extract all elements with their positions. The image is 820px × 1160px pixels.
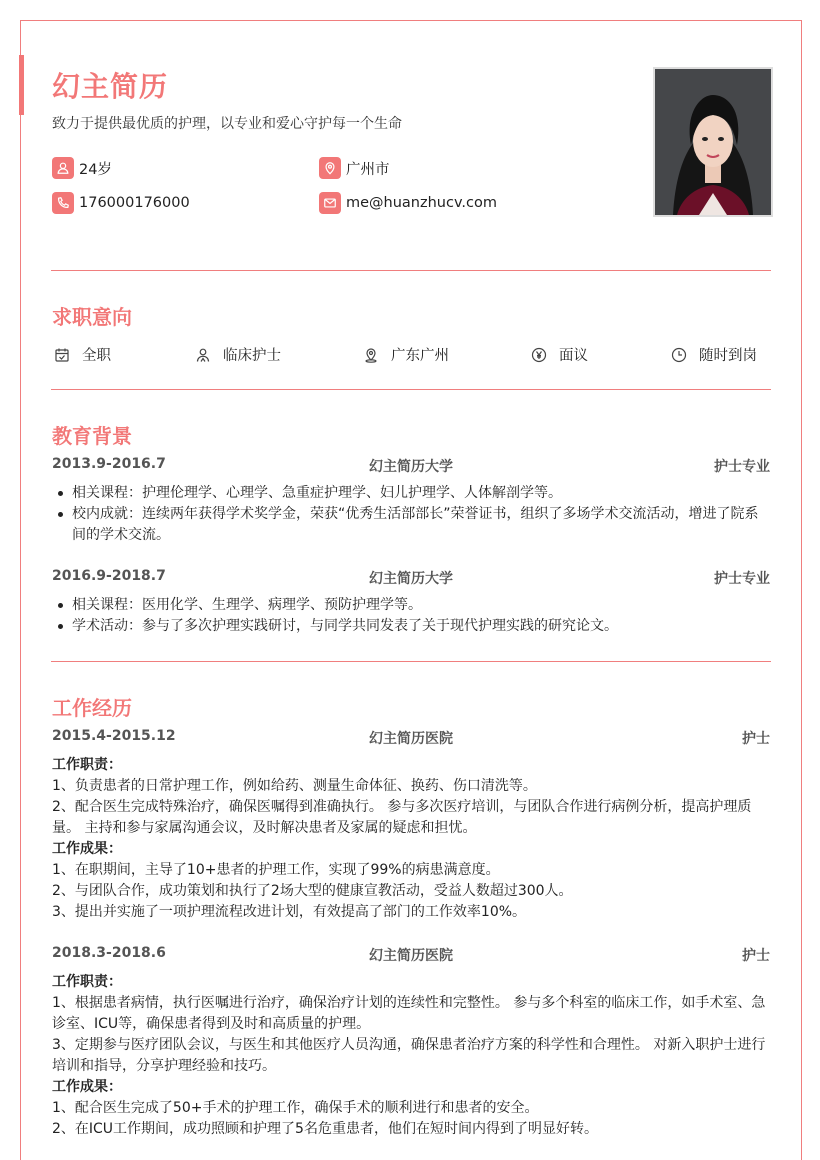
calendar-icon	[54, 347, 70, 363]
list-item: 校内成就：连续两年获得学术奖学金，荣获“优秀生活部部长”荣誉证书，组织了多场学术交流活动，增进了院系间的学术交流。	[52, 504, 772, 546]
info-phone	[52, 192, 190, 214]
intent-availability	[671, 344, 757, 365]
intent-position	[195, 344, 281, 365]
accent-bar	[19, 55, 24, 115]
info-city	[319, 157, 390, 179]
intent-salary-text: 面议	[559, 348, 588, 364]
work-section-title: 工作经历	[52, 696, 132, 720]
list-item: 2、配合医生完成特殊治疗，确保医嘱得到准确执行。 参与多次医疗培训，与团队合作进行病例分析，提高护理质量。 主持和参与家属沟通会议，及时解决患者及家属的疑虑和担忧。	[52, 799, 752, 836]
list-item: 3、定期参与医疗团队会议，与医生和其他医疗人员沟通，确保患者治疗方案的科学性和合理性。 对新入职护士进行培训和指导，分享护理经验和技巧。	[52, 1037, 766, 1074]
edu-entry-1-header	[52, 456, 770, 476]
intent-type-text: 全职	[82, 348, 111, 364]
edu-school: 幻主简历大学	[369, 459, 453, 475]
work-company: 幻主简历医院	[369, 948, 453, 964]
resume-motto: 致力于提供最优质的护理，以专业和爱心守护每一个生命	[52, 116, 402, 132]
work-entry-1-header	[52, 728, 770, 748]
list-item: 1、配合医生完成了50+手术的护理工作，确保手术的顺利进行和患者的安全。	[52, 1100, 539, 1116]
work-role: 护士	[742, 948, 770, 964]
resume-page	[20, 20, 802, 1160]
divider-1	[51, 270, 771, 271]
email-text: me@huanzhucv.com	[346, 195, 497, 211]
work-entry-2-header	[52, 945, 770, 965]
result-label: 工作成果：	[52, 841, 122, 857]
mail-icon	[319, 192, 341, 214]
location-icon	[363, 347, 379, 363]
info-age	[52, 157, 112, 179]
edu-date: 2013.9-2016.7	[52, 456, 166, 472]
list-item: 1、负责患者的日常护理工作，例如给药、测量生命体征、换药、伤口清洗等。	[52, 778, 537, 794]
user-icon	[195, 347, 211, 363]
list-item: 相关课程：医用化学、生理学、病理学、预防护理学等。	[52, 595, 772, 616]
edu-entry-2-bullets	[52, 595, 772, 637]
intent-position-text: 临床护士	[223, 348, 281, 364]
edu-major: 护士专业	[714, 571, 770, 587]
list-item: 2、在ICU工作期间，成功照顾和护理了5名危重患者，他们在短时间内得到了明显好转。	[52, 1121, 598, 1137]
info-email	[319, 192, 497, 214]
list-item: 相关课程：护理伦理学、心理学、急重症护理学、妇儿护理学、人体解剖学等。	[52, 483, 772, 504]
phone-text: 176000176000	[79, 195, 190, 211]
yen-icon	[531, 347, 547, 363]
result-label: 工作成果：	[52, 1079, 122, 1095]
work-company: 幻主简历医院	[369, 731, 453, 747]
work-entry-1-body	[52, 755, 772, 923]
edu-major: 护士专业	[714, 459, 770, 475]
list-item: 3、提出并实施了一项护理流程改进计划，有效提高了部门的工作效率10%。	[52, 904, 527, 920]
intent-salary	[531, 344, 588, 365]
edu-entry-2-header	[52, 568, 770, 588]
resume-name: 幻主简历	[52, 70, 169, 103]
duty-label: 工作职责：	[52, 974, 122, 990]
location-pin-icon	[319, 157, 341, 179]
intent-location	[363, 344, 449, 365]
list-item: 1、根据患者病情，执行医嘱进行治疗，确保治疗计划的连续性和完整性。 参与多个科室的临床工作，如手术室、急诊室、ICU等，确保患者得到及时和高质量的护理。	[52, 995, 766, 1032]
education-section-title: 教育背景	[52, 424, 132, 448]
edu-school: 幻主简历大学	[369, 571, 453, 587]
edu-date: 2016.9-2018.7	[52, 568, 166, 584]
work-entry-2-body	[52, 972, 772, 1140]
list-item: 1、在职期间，主导了10+患者的护理工作，实现了99%的病患满意度。	[52, 862, 500, 878]
intent-type	[54, 344, 111, 365]
work-role: 护士	[742, 731, 770, 747]
list-item: 学术活动：参与了多次护理实践研讨，与同学共同发表了关于现代护理实践的研究论文。	[52, 616, 772, 637]
intent-location-text: 广东广州	[391, 348, 449, 364]
phone-icon	[52, 192, 74, 214]
edu-entry-1-bullets	[52, 483, 772, 546]
person-icon	[52, 157, 74, 179]
divider-3	[51, 661, 771, 662]
intent-availability-text: 随时到岗	[699, 348, 757, 364]
work-date: 2015.4-2015.12	[52, 728, 176, 744]
city-text: 广州市	[346, 161, 390, 178]
intent-section-title: 求职意向	[52, 305, 132, 329]
divider-2	[51, 389, 771, 390]
clock-icon	[671, 347, 687, 363]
age-text: 24岁	[79, 161, 112, 178]
duty-label: 工作职责：	[52, 757, 122, 773]
list-item: 2、与团队合作，成功策划和执行了2场大型的健康宣教活动，受益人数超过300人。	[52, 883, 573, 899]
work-date: 2018.3-2018.6	[52, 945, 166, 961]
profile-photo	[653, 67, 773, 217]
